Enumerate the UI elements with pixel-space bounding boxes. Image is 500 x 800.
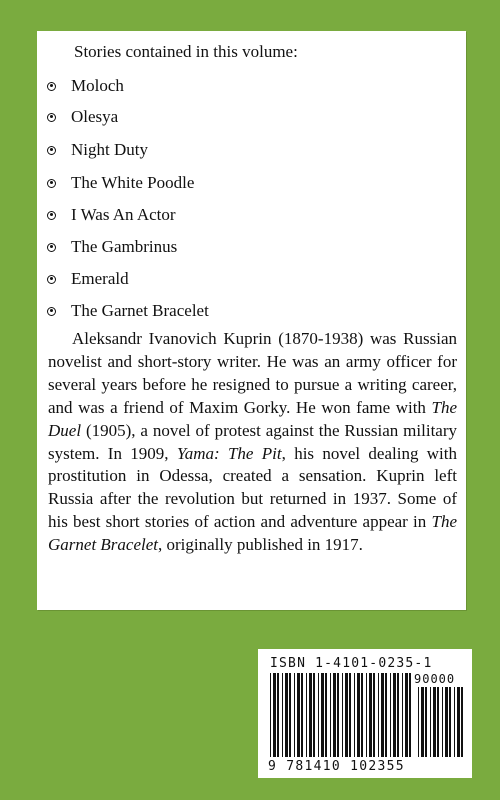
barcode-bar — [461, 687, 463, 757]
barcode-bar — [449, 687, 451, 757]
barcode-bar — [381, 673, 384, 757]
story-title: Moloch — [71, 76, 124, 95]
barcode-bar — [433, 687, 436, 757]
bio-text: , originally published in 1917. — [158, 535, 363, 555]
barcode-bar — [297, 673, 300, 757]
story-item — [47, 106, 118, 128]
barcode-bar — [289, 673, 291, 757]
story-item — [47, 139, 148, 161]
story-item — [47, 204, 176, 226]
story-item — [47, 172, 194, 194]
book-title-yama: Yama: The Pit — [176, 443, 282, 463]
bullet-icon — [47, 243, 56, 252]
barcode-bar — [277, 673, 279, 757]
barcode-bar — [390, 673, 391, 757]
story-title: Emerald — [71, 269, 129, 288]
barcode-bar — [345, 673, 348, 757]
bullet-icon — [47, 211, 56, 220]
barcode-bar — [309, 673, 312, 757]
barcode-bar — [337, 673, 339, 757]
barcode-bar — [349, 673, 351, 757]
story-title: Night Duty — [71, 140, 148, 159]
isbn-number: ISBN 1-4101-0235-1 — [270, 656, 433, 671]
story-item — [47, 236, 177, 258]
barcode-bar — [393, 673, 396, 757]
barcode-bar — [313, 673, 315, 757]
barcode-bar — [273, 673, 276, 757]
barcode-bar — [373, 673, 375, 757]
barcode-bar — [294, 673, 295, 757]
barcode-bar — [405, 673, 408, 757]
bullet-icon — [47, 146, 56, 155]
back-cover-text-panel — [37, 31, 466, 610]
barcode-bar — [282, 673, 283, 757]
barcode-bar — [378, 673, 379, 757]
price-code: 90000 — [414, 672, 456, 686]
barcode-bar — [270, 673, 271, 757]
barcode-bar — [385, 673, 387, 757]
barcode-bar — [366, 673, 367, 757]
barcode-bar — [369, 673, 372, 757]
barcode-bar — [357, 673, 360, 757]
author-biography — [48, 328, 457, 557]
barcode-bar — [430, 687, 431, 757]
barcode-bar — [454, 687, 455, 757]
barcode-bar — [306, 673, 307, 757]
ean-digits: 9 781410 102355 — [268, 759, 405, 774]
barcode-bar — [333, 673, 336, 757]
bio-text: Aleksandr Ivanovich Kuprin (1870-1938) was Russian novelist and short-story writer. He was an army officer for several years before he resigned to pursue a writing career, and was a friend of Maxim Gorky. He won fame with — [48, 329, 457, 417]
story-item — [47, 300, 209, 322]
story-title: The Garnet Bracelet — [71, 301, 209, 320]
barcode-bar — [437, 687, 439, 757]
book-title-the-duel: The Duel — [48, 397, 457, 440]
story-title: The White Poodle — [71, 173, 195, 192]
barcode-bar — [457, 687, 460, 757]
isbn-barcode — [258, 649, 472, 778]
barcode-bar — [421, 687, 424, 757]
barcode-bar — [301, 673, 303, 757]
bullet-icon — [47, 82, 56, 91]
barcode-bar — [409, 673, 411, 757]
barcode-bar — [397, 673, 399, 757]
barcode-bar — [442, 687, 443, 757]
bullet-icon — [47, 113, 56, 122]
barcode-bar — [425, 687, 427, 757]
barcode-bar — [402, 673, 403, 757]
barcode-bar — [330, 673, 331, 757]
story-title: I Was An Actor — [71, 205, 176, 224]
barcode-bar — [285, 673, 288, 757]
story-title: The Gambrinus — [71, 237, 178, 256]
barcode-bar — [361, 673, 363, 757]
barcode-bar — [325, 673, 327, 757]
bio-text: , his novel dealing with prostitution in Odessa, created a sensation. Kuprin left Russia after the revolution but returned in 1937. Some of his best short stories of action and adventure appear in — [48, 443, 457, 532]
barcode-bar — [354, 673, 355, 757]
barcode-bar — [318, 673, 319, 757]
story-title: Olesya — [71, 107, 119, 126]
barcode-bar — [342, 673, 343, 757]
book-title-garnet-bracelet: The Garnet Bracelet — [48, 512, 457, 555]
stories-heading: Stories contained in this volume: — [74, 42, 298, 61]
bio-text: (1905), a novel of protest against the Russian military system. In 1909, — [48, 420, 457, 463]
barcode-bar — [445, 687, 448, 757]
bullet-icon — [47, 275, 56, 284]
barcode-bar — [321, 673, 324, 757]
bullet-icon — [47, 307, 56, 316]
bullet-icon — [47, 179, 56, 188]
barcode-bar — [418, 687, 419, 757]
story-item — [47, 75, 124, 97]
story-item — [47, 268, 129, 290]
